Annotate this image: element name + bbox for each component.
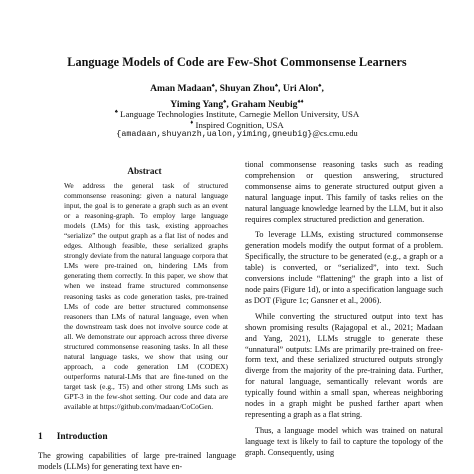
email-domain: @cs.cmu.edu <box>312 129 358 138</box>
author-name: Aman Madaan <box>150 83 212 95</box>
author-line-1: Aman Madaan♠, Shuyan Zhou♠, Uri Alon♠, <box>150 83 324 95</box>
abstract-heading: Abstract <box>127 166 162 176</box>
affiliation-text: Language Technologies Institute, Carnegie Mellon University, USA <box>120 108 360 119</box>
author-name: Yiming Yang <box>170 98 224 110</box>
affiliation-mark: ♠ <box>211 83 215 89</box>
affiliation-mark: ♠ <box>223 98 227 105</box>
section-title: Introduction <box>56 432 108 442</box>
abstract-body <box>64 181 228 412</box>
affiliation-mark: ♦ <box>190 120 194 126</box>
affiliation-text: Inspired Cognition, USA <box>195 119 284 130</box>
author-name: Uri Alon <box>282 83 319 95</box>
affiliation-mark: ♠♦ <box>297 98 304 105</box>
paragraph: To leverage LLMs, existing structured commonsense generation models modify the output format of a problem. Specifically, the structure to be generated (e.g., a graph or a table) is converted, or “serialized”, into text. Such conversions include “flattening” the graph into a list of node pairs (Figure 1d), or into a specification language such as DOT (Figure 1c; Gansner et al., 2006). <box>245 230 443 305</box>
paragraph: tional commonsense reasoning tasks such as reading comprehension or question answering, structured commonsense aims to generate structured output given a natural language input. This family of tasks relies on the natural language knowledge learned by the LLM, but it also requires complex structured prediction and generation. <box>245 160 443 224</box>
email-usernames: {amadaan,shuyanzh,ualon,yiming,gneubig} <box>116 129 313 139</box>
author-line-2: Yiming Yang♠, Graham Neubig♠♦ <box>170 98 304 110</box>
section-number: 1 <box>38 432 43 442</box>
affiliation-mark: ♠ <box>274 83 279 89</box>
right-column-text <box>245 160 443 459</box>
abstract-text: We address the general task of structured commonsense reasoning: given a natural language input, the goal is to generate a graph such as an event or a reasoning-graph. To employ large language models (LMs) for this task, existing approaches “serialize” the output graph as a flat list of nodes and edges. Although feasible, these serialized graphs strongly deviate from the natural language corpora that LMs were pre-trained on, hindering LMs from generating them correctly. In this paper, we show that when we instead frame structured commonsense reasoning tasks as code generation tasks, pre-trained LMs of code are better structured commonsense reasoners than LMs of natural language, even when the downstream task does not involve source code at all. We demonstrate our approach across three diverse structured commonsense reasoning tasks. In all these natural language tasks, we show that using our approach, a code generation LM (CODEX) outperforms natural-LMs that are fine-tuned on the target task (e.g., T5) and other strong LMs such as GPT-3 in the few-shot setting. Our code and data are available at https://github.com/madaan/CoCoGen. <box>64 181 228 412</box>
paper-title: Language Models of Code are Few-Shot Commonsense Learners <box>67 55 407 69</box>
author-name: Shuyan Zhou <box>219 83 275 95</box>
affiliation-mark: ♠ <box>114 109 118 115</box>
intro-first-line: The growing capabilities of large pre-trained language models (LLMs) for generating text have en- <box>38 451 236 471</box>
author-name: Graham Neubig <box>231 98 298 110</box>
affiliation-mark: ♠ <box>318 83 322 89</box>
author-emails <box>0 129 474 139</box>
paragraph: While converting the structured output into text has shown promising results (Rajagopal et al., 2021; Madaan and Yang, 2021), LLMs struggle to generate these “unnatural” outputs: LMs are primarily pre-trained on free-form text, and these serialized structured outputs strongly diverge from the majority of the pre-training data. Further, for natural language, semantically relevant words are typically found within a small span, whereas neighboring nodes in a graph might be pushed farther apart when representing a graph as a flat string. <box>245 311 443 419</box>
section-heading <box>38 432 108 442</box>
paragraph: Thus, a language model which was trained on natural language text is likely to fail to capture the topology of the graph. Consequently, using <box>245 425 443 457</box>
